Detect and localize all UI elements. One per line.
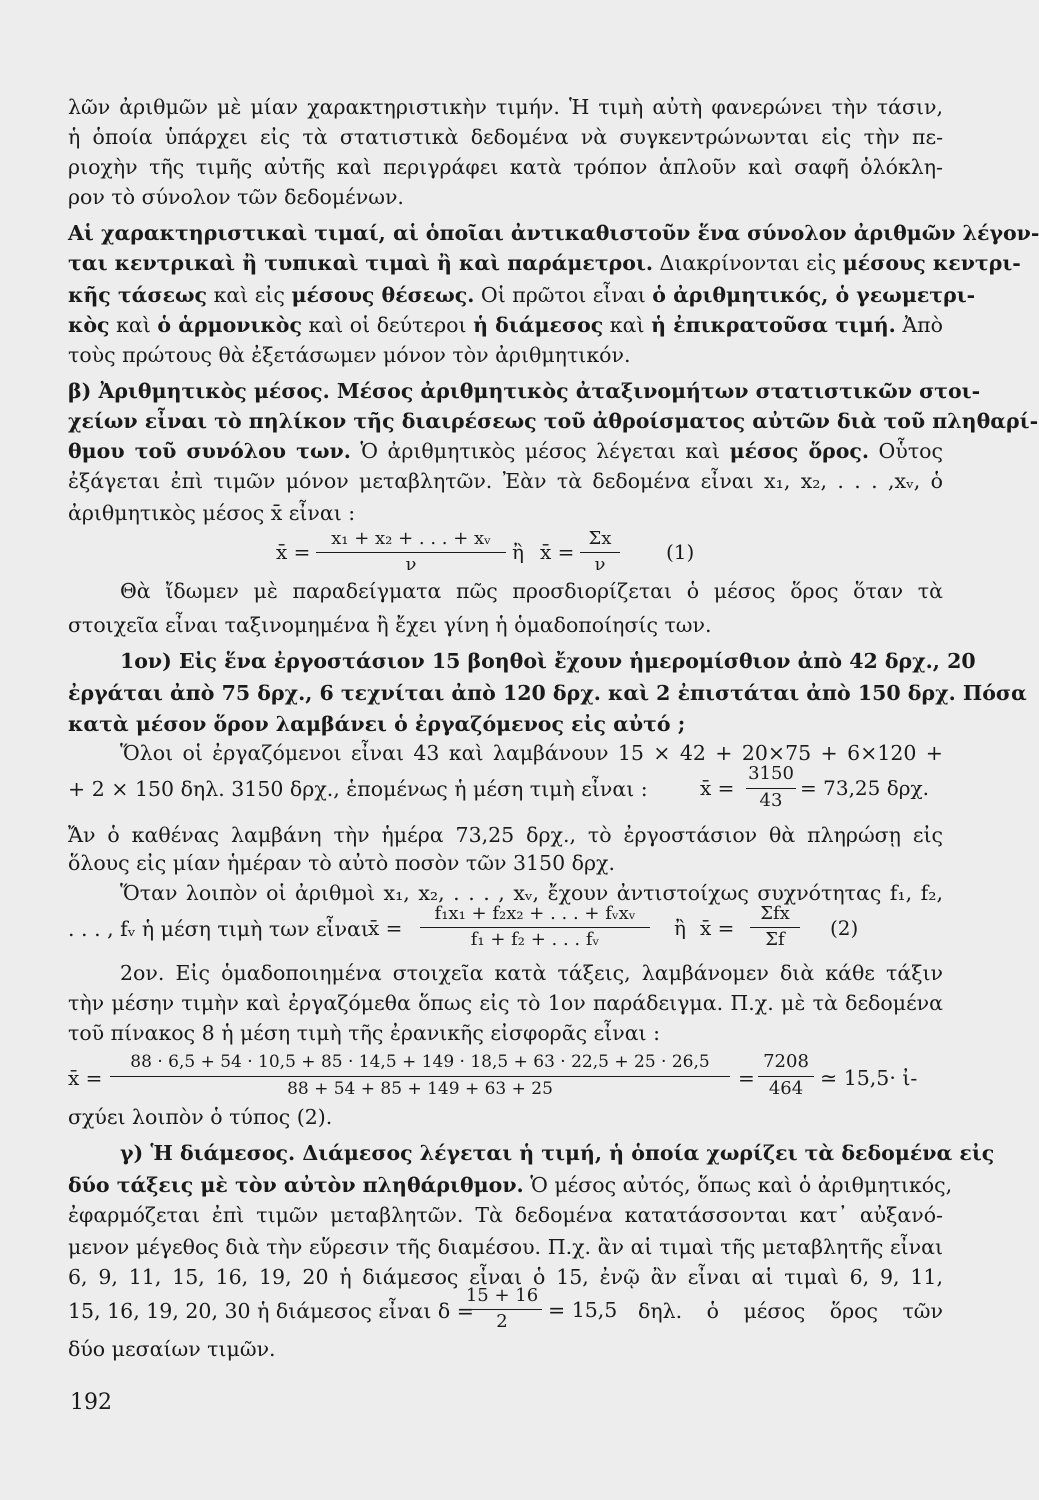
text-line bbox=[68, 282, 976, 308]
text-line: 15, 16, 19, 20, 30 ἡ διάμεσος εἶναι δ = bbox=[68, 1299, 474, 1323]
text-span: Ὁ ἀριθμητικὸς μέσος λέγεται καὶ bbox=[350, 439, 730, 463]
text-span: Οἱ πρῶτοι εἶναι bbox=[474, 283, 653, 307]
formula-lhs: x̄ = bbox=[276, 540, 311, 564]
bold-term: ἡ διάμεσος bbox=[473, 313, 604, 337]
text-line: ριοχὴν τῆς τιμῆς αὐτῆς καὶ περιγράφει κατὰ τρόπον ἁπλοῦν καὶ σαφῆ ὁλόκλη- bbox=[68, 155, 943, 179]
bold-term: θμου τοῦ συνόλου των. bbox=[68, 439, 351, 463]
text-line: τοὺς πρώτους θὰ ἐξετάσωμεν μόνον τὸν ἀριθμητικόν. bbox=[68, 343, 631, 367]
text-line: 1ον) Εἰς ἕνα ἐργοστάσιον 15 βοηθοὶ ἔχουν ἡμερομίσθιον ἀπὸ 42 δρχ., 20 bbox=[120, 649, 976, 673]
equation-number: (2) bbox=[830, 916, 859, 940]
bold-term: μέσους θέσεως. bbox=[291, 283, 475, 307]
text-line: ρον τὸ σύνολον τῶν δεδομένων. bbox=[68, 185, 404, 209]
formula-numerator: f₁x₁ + f₂x₂ + . . . + fᵥxᵥ bbox=[434, 903, 636, 924]
text-line: λῶν ἀριθμῶν μὲ μίαν χαρακτηριστικὴν τιμήν. Ἡ τιμὴ αὐτὴ φανερώνει τὴν τάσιν, bbox=[68, 95, 943, 119]
text-line: μενον μέγεθος διὰ τὴν εὕρεσιν τῆς διαμέσου. Π.χ. ἂν αἱ τιμαὶ τῆς μεταβλητῆς εἶναι bbox=[68, 1235, 943, 1259]
formula-numerator: 88 · 6,5 + 54 · 10,5 + 85 · 14,5 + 149 · 18,5 + 63 · 22,5 + 25 · 26,5 bbox=[130, 1052, 710, 1072]
fraction-bar bbox=[750, 927, 800, 928]
formula-numerator: x₁ + x₂ + . . . + xᵥ bbox=[331, 528, 491, 549]
fraction-bar bbox=[758, 1076, 814, 1077]
text-line: στοιχεῖα εἶναι ταξινομημένα ἢ ἔχει γίνη ἡ ὁμαδοποίησίς των. bbox=[68, 613, 712, 637]
text-line: ἀριθμητικὸς μέσος x̄ εἶναι : bbox=[68, 501, 356, 525]
bold-term: κὸς bbox=[68, 313, 110, 337]
formula-equals: = bbox=[738, 1066, 755, 1090]
formula-denominator: f₁ + f₂ + . . . fᵥ bbox=[470, 929, 600, 950]
bold-term: ὁ ἀριθμητικός, ὁ γεωμετρι- bbox=[652, 283, 976, 307]
bold-term: κῆς τάσεως bbox=[68, 283, 208, 307]
formula-rhs: ≃ 15,5· ἰ- bbox=[820, 1066, 918, 1090]
text-line: δύο μεσαίων τιμῶν. bbox=[68, 1337, 276, 1361]
formula-lhs: x̄ = bbox=[68, 1066, 103, 1090]
formula-numerator: Σx bbox=[588, 528, 612, 549]
text-line: ἐξάγεται ἐπὶ τιμῶν μόνον μεταβλητῶν. Ἐὰν τὰ δεδομένα εἶναι x₁, x₂, . . . ,xᵥ, ὁ bbox=[68, 469, 943, 493]
section-heading-line: γ) Ἡ διάμεσος. Διάμεσος λέγεται ἡ τιμή, ἡ ὁποία χωρίζει τὰ δεδομένα εἰς bbox=[120, 1141, 995, 1165]
text-line: Ὅλοι οἱ ἐργαζόμενοι εἶναι 43 καὶ λαμβάνουν 15 × 42 + 20×75 + 6×120 + bbox=[120, 741, 943, 765]
formula-denominator: ν bbox=[594, 554, 606, 575]
page-number: 192 bbox=[70, 1390, 112, 1415]
text-line: Αἱ χαρακτηριστικαὶ τιμαί, αἱ ὁποῖαι ἀντικαθιστοῦν ἕνα σύνολον ἀριθμῶν λέγον- bbox=[68, 221, 1039, 245]
text-line bbox=[68, 312, 943, 338]
text-span: καὶ bbox=[603, 313, 652, 337]
text-line bbox=[68, 250, 1021, 276]
text-span: Οὗτος bbox=[869, 439, 943, 463]
text-line: . . . , fᵥ ἡ μέση τιμὴ των εἶναι bbox=[68, 917, 369, 941]
bold-term: ται κεντρικαὶ ἢ τυπικαὶ τιμαὶ ἢ καὶ παράμετροι. bbox=[68, 251, 654, 275]
section-heading-line: β) Ἀριθμητικὸς μέσος. Μέσος ἀριθμητικὸς ἀταξινομήτων στατιστικῶν στοι- bbox=[68, 379, 981, 403]
text-span: Διακρίνονται εἰς bbox=[653, 251, 843, 275]
formula-denominator: Σf bbox=[765, 929, 785, 950]
formula-lhs: x̄ = bbox=[700, 776, 735, 800]
formula-rhs: = 15,5 bbox=[548, 1298, 618, 1322]
bold-term: ἡ ἐπικρατοῦσα τιμή. bbox=[651, 313, 896, 337]
text-line: χείων εἶναι τὸ πηλίκον τῆς διαιρέσεως τοῦ ἀθροίσματος αὐτῶν διὰ τοῦ πληθαρί- bbox=[68, 409, 1039, 433]
fraction-bar bbox=[110, 1076, 730, 1077]
fraction-bar bbox=[580, 552, 620, 553]
formula-lhs: x̄ = bbox=[700, 916, 735, 940]
bold-term: μέσος ὅρος. bbox=[729, 439, 870, 463]
bold-term: ὁ ἁρμονικὸς bbox=[157, 313, 302, 337]
text-line: κατὰ μέσον ὅρον λαμβάνει ὁ ἐργαζόμενος εἰς αὐτό ; bbox=[68, 712, 686, 736]
text-line: ὅλους εἰς μίαν ἡμέραν τὸ αὐτὸ ποσὸν τῶν 3150 δρχ. bbox=[68, 851, 615, 875]
text-span: καὶ οἱ δεύτεροι bbox=[301, 313, 474, 337]
formula-lhs: x̄ = bbox=[368, 916, 403, 940]
bold-term: δύο τάξεις μὲ τὸν αὐτὸν πληθάριθμον. bbox=[68, 1173, 524, 1197]
formula-or: ἢ bbox=[512, 540, 524, 564]
formula-denominator: 43 bbox=[759, 790, 783, 811]
formula-numerator: Σfx bbox=[760, 903, 790, 924]
formula-numerator: 7208 bbox=[763, 1051, 809, 1072]
text-line bbox=[68, 1172, 953, 1198]
fraction-bar bbox=[420, 927, 650, 928]
fraction-bar bbox=[746, 788, 796, 789]
formula-numerator: 3150 bbox=[748, 763, 794, 784]
text-span: καὶ bbox=[109, 313, 158, 337]
formula-or: ἢ bbox=[674, 916, 686, 940]
text-line: ἐφαρμόζεται ἐπὶ τιμῶν μεταβλητῶν. Τὰ δεδομένα κατατάσσονται κατ᾽ αὐξανό- bbox=[68, 1203, 943, 1227]
text-line: δηλ. ὁ μέσος ὅρος τῶν bbox=[638, 1299, 943, 1323]
formula-numerator: 15 + 16 bbox=[465, 1285, 539, 1306]
text-line: 6, 9, 11, 15, 16, 19, 20 ἡ διάμεσος εἶναι ὁ 15, ἐνῷ ἂν εἶναι αἱ τιμαὶ 6, 9, 11, bbox=[68, 1265, 943, 1289]
text-line: τὴν μέσην τιμὴν καὶ ἐργαζόμεθα ὅπως εἰς τὸ 1ον παράδειγμα. Π.χ. μὲ τὰ δεδομένα bbox=[68, 991, 943, 1015]
fraction-bar bbox=[462, 1309, 542, 1310]
text-line: Ἄν ὁ καθένας λαμβάνη τὴν ἡμέρα 73,25 δρχ., τὸ ἐργοστάσιον θὰ πληρώσῃ εἰς bbox=[68, 823, 943, 847]
text-line: Θὰ ἴδωμεν μὲ παραδείγματα πῶς προσδιορίζεται ὁ μέσος ὅρος ὅταν τὰ bbox=[120, 579, 943, 603]
text-line: τοῦ πίνακος 8 ἡ μέση τιμὴ τῆς ἐρανικῆς εἰσφορᾶς εἶναι : bbox=[68, 1021, 660, 1045]
text-line: + 2 × 150 δηλ. 3150 δρχ., ἑπομένως ἡ μέση τιμὴ εἶναι : bbox=[68, 777, 648, 801]
text-line: σχύει λοιπὸν ὁ τύπος (2). bbox=[68, 1105, 333, 1129]
equation-number: (1) bbox=[666, 540, 695, 564]
text-span: καὶ εἰς bbox=[207, 283, 292, 307]
bold-term: μέσους κεντρι- bbox=[842, 251, 1021, 275]
formula-lhs: x̄ = bbox=[540, 540, 575, 564]
formula-rhs: = 73,25 δρχ. bbox=[800, 776, 930, 800]
text-line bbox=[68, 438, 943, 464]
formula-denominator: ν bbox=[405, 554, 417, 575]
formula-denominator: 88 + 54 + 85 + 149 + 63 + 25 bbox=[287, 1079, 553, 1099]
text-span: Ὁ μέσος αὐτός, ὅπως καὶ ὁ ἀριθμητικός, bbox=[523, 1173, 953, 1197]
text-span: Ἀπὸ bbox=[895, 313, 944, 337]
text-line: ἡ ὁποία ὑπάρχει εἰς τὰ στατιστικὰ δεδομένα νὰ συγκεντρώνωνται εἰς τὴν πε- bbox=[68, 125, 943, 149]
formula-denominator: 2 bbox=[496, 1311, 508, 1332]
fraction-bar bbox=[316, 552, 506, 553]
text-line: 2ον. Εἰς ὁμαδοποιημένα στοιχεῖα κατὰ τάξεις, λαμβάνομεν διὰ κάθε τάξιν bbox=[120, 961, 943, 985]
text-line: Ὅταν λοιπὸν οἱ ἀριθμοὶ x₁, x₂, . . . , xᵥ, ἔχουν ἀντιστοίχως συχνότητας f₁, f₂, bbox=[120, 881, 943, 905]
formula-denominator: 464 bbox=[768, 1078, 804, 1099]
text-line: ἐργάται ἀπὸ 75 δρχ., 6 τεχνίται ἀπὸ 120 δρχ. καὶ 2 ἐπιστάται ἀπὸ 150 δρχ. Πόσα bbox=[68, 681, 1027, 705]
